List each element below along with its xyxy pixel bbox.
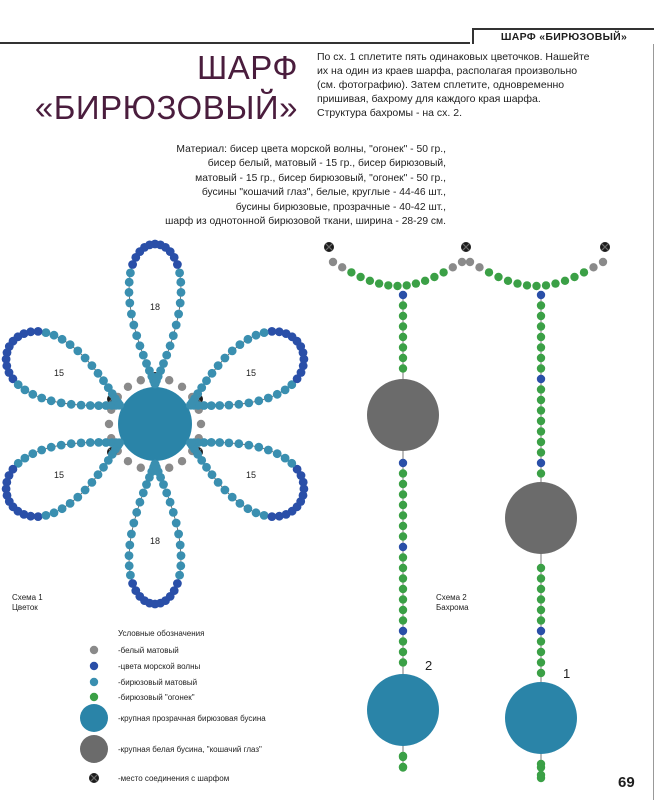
arc-bead	[412, 279, 420, 287]
petal-bead	[273, 449, 282, 458]
legend-label: -бирюзовый "огонек"	[118, 693, 195, 702]
arc-bead	[338, 263, 346, 271]
petal-bead	[236, 499, 245, 508]
petal-bead	[58, 335, 67, 344]
petal-bead	[86, 438, 95, 447]
strand-bead	[399, 627, 407, 635]
arc-bead	[347, 268, 355, 276]
petal-bead	[136, 341, 145, 350]
petal-bead	[214, 361, 223, 370]
petal-bead	[129, 321, 138, 330]
petal-bead	[166, 341, 175, 350]
strand-bead	[537, 574, 545, 582]
petal-bead	[81, 486, 90, 495]
strand-bead	[399, 522, 407, 530]
petal-bead	[260, 328, 269, 337]
petal-bead	[47, 396, 56, 405]
strand-bead	[399, 354, 407, 362]
intro-line: Структура бахромы - на сх. 2.	[317, 107, 463, 119]
petal-bead	[58, 504, 67, 513]
petal-bead	[162, 351, 171, 360]
strand-end-bead	[537, 760, 545, 768]
petal-bead-count: 15	[245, 470, 257, 481]
petal-bead	[244, 504, 253, 513]
ring-bead	[197, 420, 205, 428]
petal-bead	[176, 299, 185, 308]
petal-bead	[67, 400, 76, 409]
petal-bead	[234, 400, 243, 409]
petal-bead	[281, 454, 290, 463]
arc-bead	[375, 279, 383, 287]
arc-bead	[494, 273, 502, 281]
materials-line: шарф из однотонной бирюзовой ткани, ширина - 28-29 см.	[165, 216, 446, 228]
arc-bead	[439, 268, 447, 276]
strand-bead	[399, 322, 407, 330]
strand-bead	[537, 648, 545, 656]
petal-bead	[77, 401, 86, 410]
petal-bead	[37, 446, 46, 455]
petal-bead	[66, 340, 75, 349]
petal-bead	[88, 478, 97, 487]
strand-bead	[399, 364, 407, 372]
strand-bead	[537, 333, 545, 341]
ring-bead	[165, 464, 173, 472]
petal-bead	[86, 401, 95, 410]
petal-bead	[132, 508, 141, 517]
legend-label: -цвета морской волны	[118, 662, 201, 671]
large-turquoise-bead	[505, 682, 577, 754]
petal-bead	[176, 561, 185, 570]
petal-bead	[173, 579, 182, 588]
scheme1-caption-line: Схема 1	[12, 593, 43, 602]
strand-bead	[537, 658, 545, 666]
strand-bead	[537, 669, 545, 677]
fringe-scheme	[324, 242, 610, 782]
strand-end-bead	[399, 752, 407, 760]
petal-bead	[129, 519, 138, 528]
strand-bead	[399, 312, 407, 320]
petal-bead	[159, 359, 168, 368]
strand-bead	[537, 291, 545, 299]
large-white-bead	[367, 379, 439, 451]
intro-line: их на один из краев шарфа, располагая произвольно	[317, 65, 578, 77]
petal-bead	[260, 511, 269, 520]
ring-bead	[178, 383, 186, 391]
center-large-bead	[118, 387, 192, 461]
strand-bead	[399, 490, 407, 498]
legend-label: -крупная белая бусина, "кошачий глаз"	[118, 745, 262, 754]
arc-bead	[458, 258, 466, 266]
petal-bead	[215, 401, 224, 410]
petal-bead	[28, 449, 37, 458]
petal-bead	[57, 399, 66, 408]
petal-bead	[50, 331, 59, 340]
ring-bead	[124, 457, 132, 465]
petal-bead	[125, 561, 134, 570]
strand-bead	[537, 606, 545, 614]
strand-end-bead	[537, 771, 545, 779]
petal-bead	[34, 512, 43, 521]
strand-bead	[399, 616, 407, 624]
strand-bead	[537, 375, 545, 383]
legend-label: -крупная прозрачная бирюзовая бусина	[118, 714, 266, 723]
strand-bead	[537, 396, 545, 404]
arc-bead	[421, 277, 429, 285]
large-white-bead	[505, 482, 577, 554]
strand-bead	[537, 301, 545, 309]
petal-bead-count: 15	[53, 470, 65, 481]
strand-bead	[537, 469, 545, 477]
petal-bead	[244, 441, 253, 450]
ring-bead	[178, 457, 186, 465]
materials-line: бусины "кошачий глаз", белые, круглые - 44-46 шт.,	[201, 187, 446, 199]
petal-bead	[244, 399, 253, 408]
petal-bead	[139, 351, 148, 360]
petal-bead	[172, 519, 181, 528]
petal-bead	[228, 347, 237, 356]
petal-bead	[225, 439, 234, 448]
petal-bead	[254, 396, 263, 405]
intro-line: (см. фотографию). Затем сплетите, одновременно	[317, 79, 565, 91]
petal-bead	[94, 470, 103, 479]
petal-bead	[174, 530, 183, 539]
legend-label: -место соединения с шарфом	[118, 774, 230, 783]
strand-bead	[537, 343, 545, 351]
arc-bead	[485, 268, 493, 276]
materials-line: бисер белый, матовый - 15 гр., бисер бирюзовый,	[207, 158, 446, 170]
flower-scheme	[2, 240, 309, 609]
petal-bead	[125, 278, 134, 287]
strand-bead	[537, 616, 545, 624]
arc-bead	[561, 277, 569, 285]
petal-bead	[169, 508, 178, 517]
bead-white-icon	[90, 646, 98, 654]
petal-bead	[42, 511, 51, 520]
strand-bead	[537, 627, 545, 635]
ring-bead	[165, 376, 173, 384]
petal-bead	[126, 571, 135, 580]
petal-bead	[268, 327, 277, 336]
materials-line: Материал: бисер цвета морской волны, "огонек" - 50 гр.,	[176, 144, 446, 155]
arc-bead	[403, 281, 411, 289]
strand-bead	[399, 333, 407, 341]
petal-bead	[125, 288, 134, 297]
ring-bead	[137, 464, 145, 472]
petal-bead	[264, 394, 273, 403]
strand-bead	[399, 553, 407, 561]
ring-bead	[124, 383, 132, 391]
strand-bead	[399, 532, 407, 540]
petal-bead	[215, 438, 224, 447]
strand-bead	[537, 459, 545, 467]
petal-bead	[175, 269, 184, 278]
petal-bead	[221, 486, 230, 495]
petal-bead	[214, 478, 223, 487]
strand-bead	[399, 480, 407, 488]
large-turquoise-bead-icon	[80, 704, 108, 732]
bead-turquoise-glow-icon	[90, 693, 98, 701]
strand-number: 1	[563, 666, 571, 681]
petal-bead	[162, 489, 171, 498]
ring-bead	[137, 376, 145, 384]
strand-bead	[399, 574, 407, 582]
strand-bead	[537, 385, 545, 393]
petal-bead	[94, 369, 103, 378]
materials-line: матовый - 15 гр., бисер бирюзовый, "огонек" - 50 гр.,	[195, 172, 446, 184]
strand-bead	[537, 417, 545, 425]
petal-bead	[88, 361, 97, 370]
strand-bead	[399, 637, 407, 645]
petal-bead	[77, 439, 86, 448]
petal-bead	[128, 260, 137, 269]
petal-bead	[57, 441, 66, 450]
strand-bead	[399, 606, 407, 614]
arc-bead	[430, 273, 438, 281]
arc-bead	[570, 273, 578, 281]
strand-bead	[399, 648, 407, 656]
petal-bead	[208, 470, 217, 479]
strand-number: 2	[425, 658, 433, 673]
petal-bead	[126, 269, 135, 278]
petal-bead	[142, 480, 151, 489]
strand-bead	[537, 354, 545, 362]
petal-bead	[172, 321, 181, 330]
petal-bead	[37, 394, 46, 403]
intro-line: пришивая, бахрому для каждого края шарфа.	[317, 93, 541, 105]
title-line-2: «БИРЮЗОВЫЙ»	[34, 89, 298, 126]
strand-bead	[399, 291, 407, 299]
petal-bead	[176, 278, 185, 287]
arc-bead	[513, 279, 521, 287]
petal-bead-count: 18	[149, 536, 161, 546]
petal-bead	[50, 508, 59, 517]
materials-line: бусины бирюзовые, прозрачные - 40-42 шт.,	[235, 201, 446, 213]
arc-bead	[449, 263, 457, 271]
strand-bead	[537, 585, 545, 593]
scheme2-caption	[436, 593, 469, 613]
petal-bead	[175, 571, 184, 580]
petal-bead	[187, 438, 196, 447]
petal-bead	[264, 446, 273, 455]
petal-bead	[127, 310, 136, 319]
title-line-1: ШАРФ	[197, 49, 298, 86]
petal-bead	[125, 541, 134, 550]
petal-bead	[244, 335, 253, 344]
arc-bead	[475, 263, 483, 271]
petal-bead	[177, 551, 186, 560]
strand-bead	[399, 343, 407, 351]
arc-bead	[599, 258, 607, 266]
strand-bead	[537, 312, 545, 320]
scheme2-caption-line: Схема 2	[436, 593, 467, 602]
strand-bead	[399, 301, 407, 309]
petal-bead	[67, 439, 76, 448]
strand-bead	[537, 637, 545, 645]
arc-bead	[542, 281, 550, 289]
page-number: 69	[618, 774, 635, 791]
petal-bead	[125, 551, 134, 560]
arc-bead	[580, 268, 588, 276]
petal-bead	[114, 401, 123, 410]
petal-bead	[115, 439, 124, 448]
scheme2-caption-line: Бахрома	[436, 603, 469, 612]
arc-bead	[589, 263, 597, 271]
petal-bead	[94, 438, 103, 447]
arc-bead	[466, 258, 474, 266]
petal-bead	[136, 498, 145, 507]
petal-bead	[28, 390, 37, 399]
strand-bead	[399, 543, 407, 551]
petal-bead-count: 18	[149, 302, 161, 312]
strand-bead	[537, 448, 545, 456]
petal-bead	[151, 461, 160, 470]
arc-bead	[551, 279, 559, 287]
arc-bead	[366, 277, 374, 285]
petal-bead	[99, 376, 108, 385]
strand-bead	[537, 438, 545, 446]
petal-bead	[228, 493, 237, 502]
petal-bead	[221, 354, 230, 363]
strand-bead	[399, 585, 407, 593]
arc-bead	[329, 258, 337, 266]
arc-bead	[504, 277, 512, 285]
strand-end-bead	[399, 763, 407, 771]
legend-title: Условные обозначения	[118, 629, 205, 638]
running-header: ШАРФ «БИРЮЗОВЫЙ»	[472, 28, 654, 44]
strand-bead	[399, 658, 407, 666]
strand-bead	[399, 511, 407, 519]
petal-bead	[176, 541, 185, 550]
petal-bead	[166, 498, 175, 507]
arc-bead	[523, 281, 531, 289]
petal-bead	[47, 443, 56, 452]
strand-bead	[537, 595, 545, 603]
ring-bead	[105, 420, 113, 428]
strand-bead	[399, 459, 407, 467]
arc-bead	[384, 281, 392, 289]
strand-bead	[537, 564, 545, 572]
arc-bead	[393, 282, 401, 290]
petal-bead	[236, 340, 245, 349]
large-white-bead-icon	[80, 735, 108, 763]
strand-bead	[399, 469, 407, 477]
petal-bead	[254, 443, 263, 452]
petal-bead	[177, 288, 186, 297]
strand-bead	[399, 564, 407, 572]
petal-bead	[42, 328, 51, 337]
petal-bead	[174, 310, 183, 319]
legend-symbols	[80, 646, 108, 783]
strand-bead	[537, 427, 545, 435]
petal-bead	[73, 347, 82, 356]
petal-bead	[169, 331, 178, 340]
petal-bead	[127, 530, 136, 539]
scheme1-caption	[12, 593, 43, 613]
strand-bead	[537, 406, 545, 414]
petal-bead	[150, 379, 159, 388]
petal-bead	[66, 499, 75, 508]
petal-bead	[273, 390, 282, 399]
strand-bead	[537, 322, 545, 330]
petal-bead	[202, 463, 211, 472]
arc-bead	[532, 282, 540, 290]
petal-bead	[225, 401, 234, 410]
petal-bead	[132, 331, 141, 340]
petal-bead	[73, 493, 82, 502]
scheme1-caption-line: Цветок	[12, 603, 38, 612]
strand-bead	[399, 595, 407, 603]
petal-bead	[81, 354, 90, 363]
arc-bead	[356, 273, 364, 281]
petal-bead-count: 15	[245, 367, 257, 378]
petal-bead	[186, 400, 195, 409]
strand-bead	[537, 364, 545, 372]
petal-bead	[252, 508, 261, 517]
strand-bead	[399, 501, 407, 509]
petal-bead	[208, 369, 217, 378]
legend-label: -бирюзовый матовый	[118, 678, 198, 687]
petal-bead	[139, 489, 148, 498]
petal-bead	[252, 331, 261, 340]
bead-turquoise-matte-icon	[90, 678, 98, 686]
petal-bead-count: 15	[53, 367, 65, 378]
petal-bead	[125, 299, 134, 308]
intro-line: По сх. 1 сплетите пять одинаковых цветочков. Нашейте	[317, 51, 590, 63]
bead-sea-wave-icon	[90, 662, 98, 670]
legend-label: -белый матовый	[118, 646, 179, 655]
large-turquoise-bead	[367, 674, 439, 746]
petal-bead	[21, 386, 30, 395]
petal-bead	[234, 439, 243, 448]
petal-bead	[207, 401, 216, 410]
